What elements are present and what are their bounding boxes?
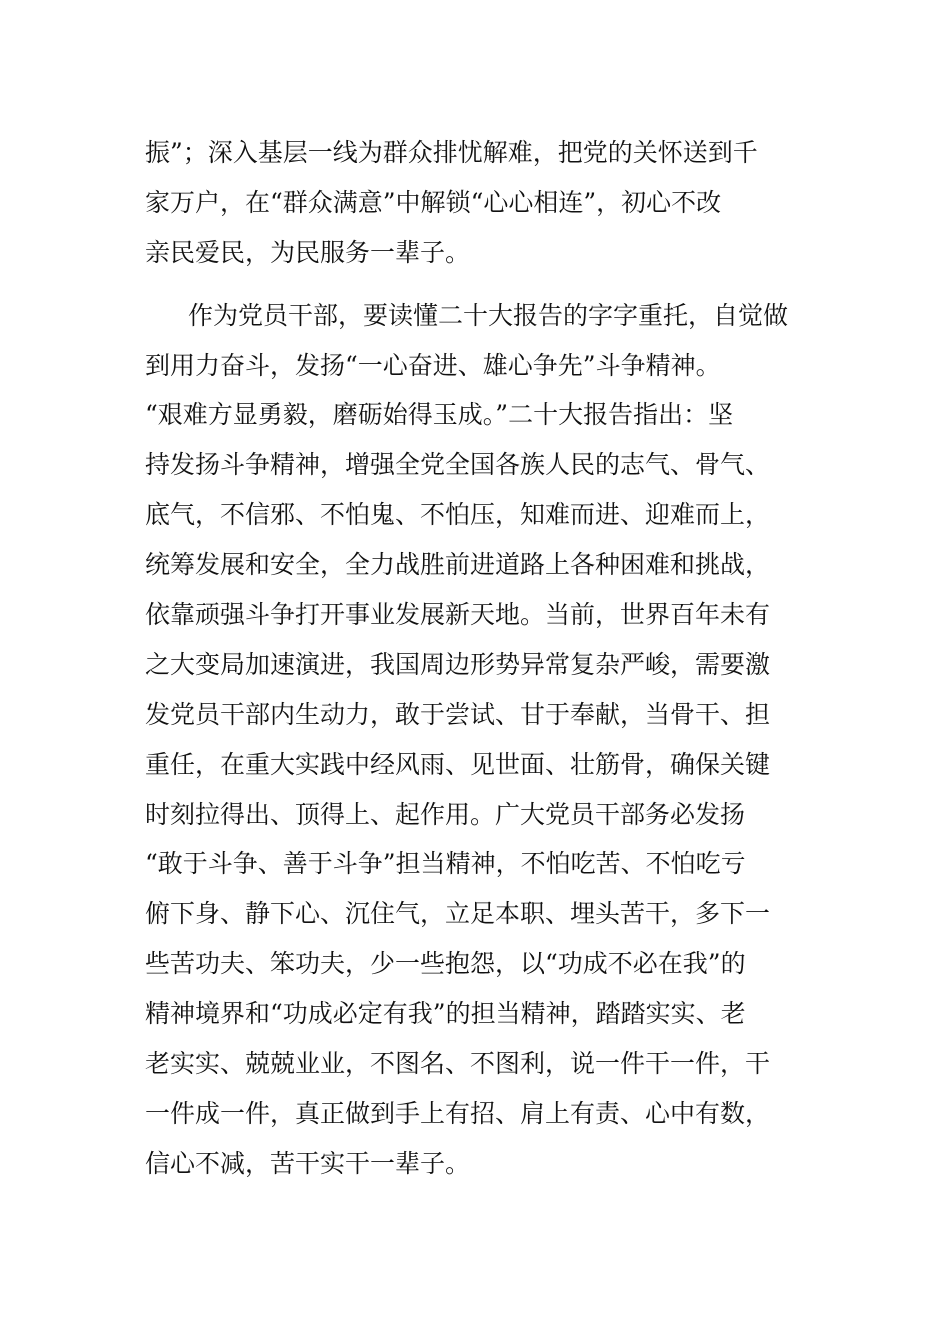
text-line: 作为党员干部，要读懂二十大报告的字字重托，自觉做 [188, 300, 789, 330]
paragraph-spacer [145, 278, 815, 291]
text-line: 些苦功夫、笨功夫，少一些抱怨，以“功成不必在我”的 [145, 949, 746, 979]
text-line: “敢于斗争、善于斗争”担当精神，不怕吃苦、不怕吃亏 [145, 849, 746, 879]
text-line: 信心不减，苦干实干一辈子。 [145, 1148, 471, 1178]
text-line: 依靠顽强斗争打开事业发展新天地。当前，世界百年未有 [145, 600, 771, 630]
text-line: 统筹发展和安全，全力战胜前进道路上各种困难和挑战， [145, 550, 771, 580]
text-line: 俯下身、静下心、沉住气，立足本职、埋头苦干，多下一 [145, 899, 771, 929]
text-line: 一件成一件，真正做到手上有招、肩上有责、心中有数， [145, 1098, 771, 1128]
text-line: 时刻拉得出、顶得上、起作用。广大党员干部务必发扬 [145, 799, 746, 829]
paragraph-1 [145, 128, 815, 278]
text-line: 家万户，在“群众满意”中解锁“心心相连”，初心不改 [145, 187, 722, 217]
document-body [145, 128, 815, 1189]
text-line: 到用力奋斗，发扬“一心奋进、雄心争先”斗争精神。 [145, 350, 721, 380]
text-line: 精神境界和“功成必定有我”的担当精神，踏踏实实、老 [145, 999, 746, 1029]
text-line: 发党员干部内生动力，敢于尝试、甘于奉献，当骨干、担 [145, 699, 771, 729]
text-line: 底气，不信邪、不怕鬼、不怕压，知难而进、迎难而上， [145, 500, 771, 530]
paragraph-2 [145, 291, 815, 1189]
text-line: 之大变局加速演进，我国周边形势异常复杂严峻，需要激 [145, 649, 771, 679]
text-line: 振”；深入基层一线为群众排忧解难，把党的关怀送到千 [145, 138, 758, 167]
text-line: 老实实、兢兢业业，不图名、不图利，说一件干一件，干 [145, 1049, 771, 1079]
text-line: 亲民爱民，为民服务一辈子。 [145, 237, 471, 267]
text-line: 重任，在重大实践中经风雨、见世面、壮筋骨，确保关键 [145, 749, 771, 779]
text-line: “艰难方显勇毅，磨砺始得玉成。”二十大报告指出：坚 [145, 400, 734, 430]
text-line: 持发扬斗争精神，增强全党全国各族人民的志气、骨气、 [145, 450, 771, 480]
